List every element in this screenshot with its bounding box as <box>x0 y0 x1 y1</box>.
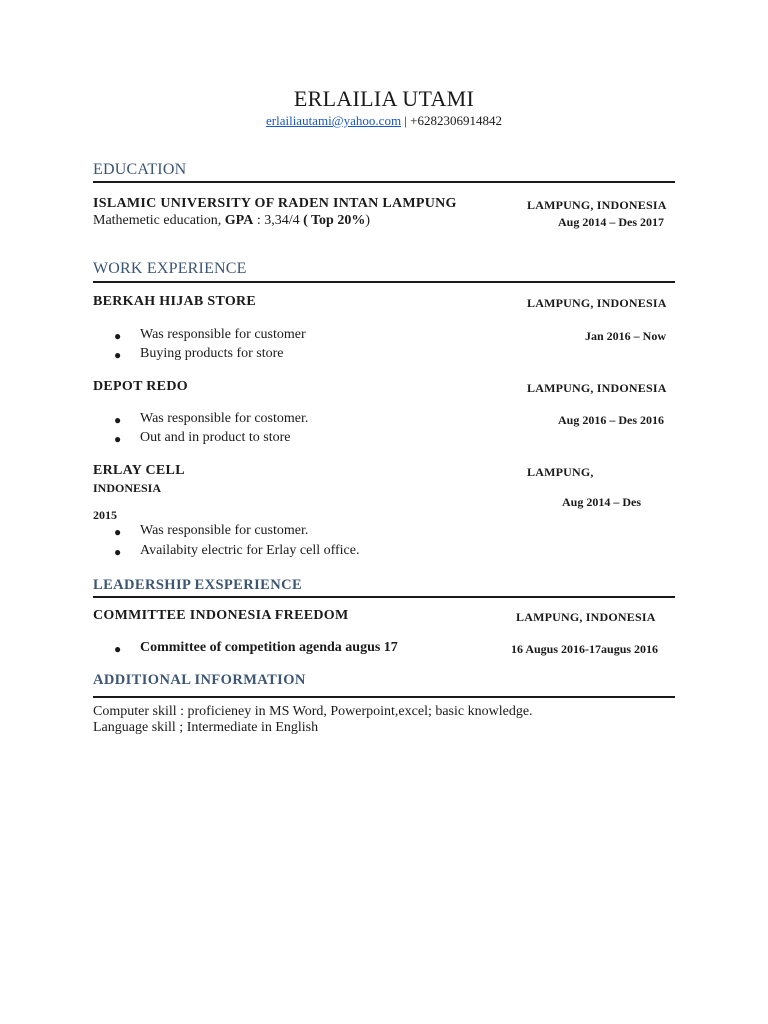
job-dates-line2: 2015 <box>93 508 117 522</box>
job-dates: Aug 2016 – Des 2016 <box>558 413 665 427</box>
leadership-dates: 16 Augus 2016-17augus 2016 <box>511 642 659 656</box>
rank: ( Top 20% <box>303 213 366 228</box>
bullet-icon: ● <box>114 329 122 343</box>
contact-line <box>0 113 768 129</box>
job-location-line1: LAMPUNG, <box>527 465 594 479</box>
job-dates: Jan 2016 – Now <box>585 329 667 343</box>
section-divider <box>93 181 675 183</box>
major: Mathemetic education, <box>93 213 225 228</box>
gpa-label: GPA <box>224 213 254 228</box>
school-location: LAMPUNG, INDONESIA <box>527 198 667 212</box>
section-title-education: EDUCATION <box>93 161 187 178</box>
computer-skill: Computer skill : proficieney in MS Word, Powerpoint,excel; basic knowledge. <box>93 704 533 719</box>
education-dates: Aug 2014 – Des 2017 <box>558 215 665 229</box>
job-bullet: Was responsible for costomer. <box>140 411 309 426</box>
gpa-value: : 3,34/4 <box>253 213 304 228</box>
bullet-icon: ● <box>114 432 122 446</box>
section-title-work: WORK EXPERIENCE <box>93 260 247 277</box>
job-bullet: Buying products for store <box>140 346 284 361</box>
job-company: DEPOT REDO <box>93 379 188 394</box>
bullet-icon: ● <box>114 642 122 656</box>
bullet-icon: ● <box>114 545 122 559</box>
leadership-bullet: Committee of competition agenda augus 17 <box>140 640 398 655</box>
job-location: LAMPUNG, INDONESIA <box>527 381 667 395</box>
org-location: LAMPUNG, INDONESIA <box>516 610 656 624</box>
org-name: COMMITTEE INDONESIA FREEDOM <box>93 608 349 623</box>
rank-close: ) <box>365 213 371 228</box>
bullet-icon: ● <box>114 348 122 362</box>
bullet-icon: ● <box>114 525 122 539</box>
section-divider <box>93 281 675 283</box>
contact-separator: | <box>401 113 411 128</box>
job-company: BERKAH HIJAB STORE <box>93 294 257 309</box>
job-location: LAMPUNG, INDONESIA <box>527 296 667 310</box>
school-name: ISLAMIC UNIVERSITY OF RADEN INTAN LAMPUNG <box>93 196 457 211</box>
section-title-additional: ADDITIONAL INFORMATION <box>93 672 306 688</box>
job-company: ERLAY CELL <box>93 463 185 478</box>
job-bullet: Out and in product to store <box>140 430 291 445</box>
job-location-line2: INDONESIA <box>93 481 162 495</box>
bullet-icon: ● <box>114 413 122 427</box>
language-skill: Language skill ; Intermediate in English <box>93 720 319 735</box>
education-detail <box>93 213 370 229</box>
section-title-leadership: LEADERSHIP EXSPERIENCE <box>93 577 303 593</box>
section-divider <box>93 696 675 698</box>
job-bullet: Was responsible for customer. <box>140 523 309 538</box>
job-bullet: Availabity electric for Erlay cell office. <box>140 543 360 558</box>
email-link[interactable]: erlailiautami@yahoo.com <box>265 113 402 128</box>
resume-name: ERLAILIA UTAMI <box>293 86 475 111</box>
job-dates-line1: Aug 2014 – Des <box>562 495 642 509</box>
job-bullet: Was responsible for customer <box>140 327 306 342</box>
section-divider <box>93 596 675 598</box>
phone-number: +6282306914842 <box>410 113 503 128</box>
